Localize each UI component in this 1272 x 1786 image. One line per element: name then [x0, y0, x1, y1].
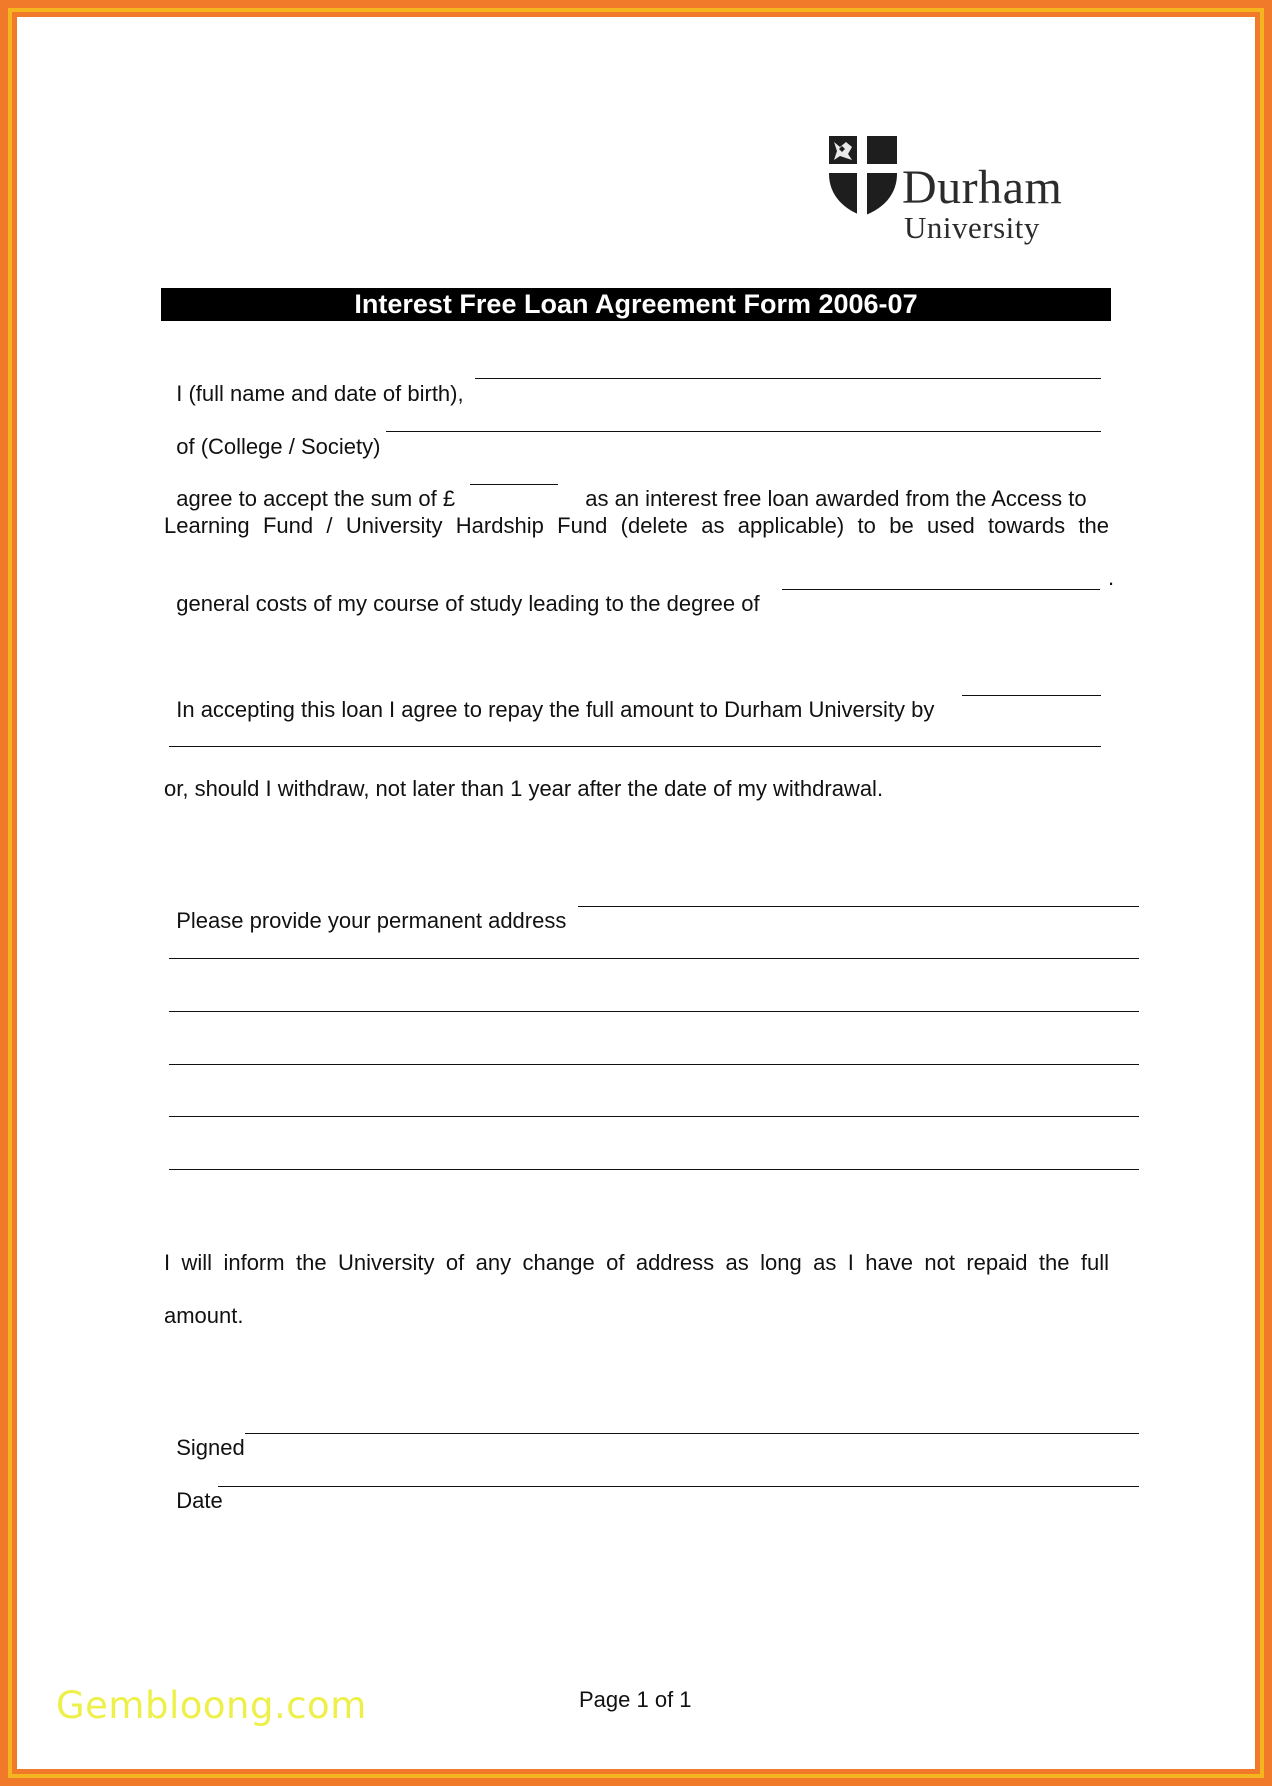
logo-subname: University [904, 210, 1040, 245]
inform-line-1: I will inform the University of any change of address as long as I have not repaid the full [164, 1250, 1109, 1275]
form-title: Interest Free Loan Agreement Form 2006-07 [161, 288, 1111, 321]
sum-label: agree to accept the sum of £ [176, 486, 456, 511]
date-row [164, 1462, 223, 1514]
inform-line-2: amount. [164, 1303, 244, 1328]
address-field-5[interactable] [169, 1116, 1139, 1117]
sum-field[interactable] [470, 484, 558, 485]
address-field-6[interactable] [169, 1169, 1139, 1170]
sum-row-prefix [164, 460, 455, 512]
address-label: Please provide your permanent address [176, 908, 567, 933]
address-field-1[interactable] [578, 906, 1139, 907]
address-row [164, 882, 566, 934]
fund-line: Learning Fund / University Hardship Fund (delete as applicable) to be used towards the [164, 513, 1109, 538]
name-row [164, 355, 464, 407]
repay-continuation-field[interactable] [169, 746, 1101, 747]
sum-row-suffix [573, 460, 1087, 512]
signed-label: Signed [176, 1435, 245, 1460]
address-field-2[interactable] [169, 958, 1139, 959]
college-field[interactable] [386, 431, 1101, 432]
degree-label: general costs of my course of study leading to the degree of [176, 591, 760, 616]
watermark: Gembloong.com [56, 1684, 367, 1727]
durham-university-logo [826, 134, 1096, 254]
signature-field[interactable] [245, 1433, 1139, 1434]
durham-shield-icon [826, 134, 900, 218]
college-label: of (College / Society) [176, 434, 381, 459]
logo-name: Durham [902, 161, 1063, 214]
name-field[interactable] [475, 378, 1101, 379]
withdraw-line: or, should I withdraw, not later than 1 year after the date of my withdrawal. [164, 776, 884, 801]
signed-row [164, 1409, 245, 1461]
address-field-3[interactable] [169, 1011, 1139, 1012]
address-field-4[interactable] [169, 1064, 1139, 1065]
name-label: I (full name and date of birth), [176, 381, 464, 406]
repay-row [164, 671, 934, 723]
degree-row [164, 565, 760, 617]
date-field[interactable] [218, 1486, 1139, 1487]
date-label: Date [176, 1488, 223, 1513]
degree-end: . [1108, 565, 1115, 590]
repay-label: In accepting this loan I agree to repay the full amount to Durham University by [176, 697, 935, 722]
repay-date-field[interactable] [962, 695, 1101, 696]
page-number: Page 1 of 1 [579, 1687, 692, 1712]
sum-suffix-text: as an interest free loan awarded from the Access to [585, 486, 1087, 511]
college-row [164, 408, 380, 460]
degree-field[interactable] [782, 589, 1100, 590]
